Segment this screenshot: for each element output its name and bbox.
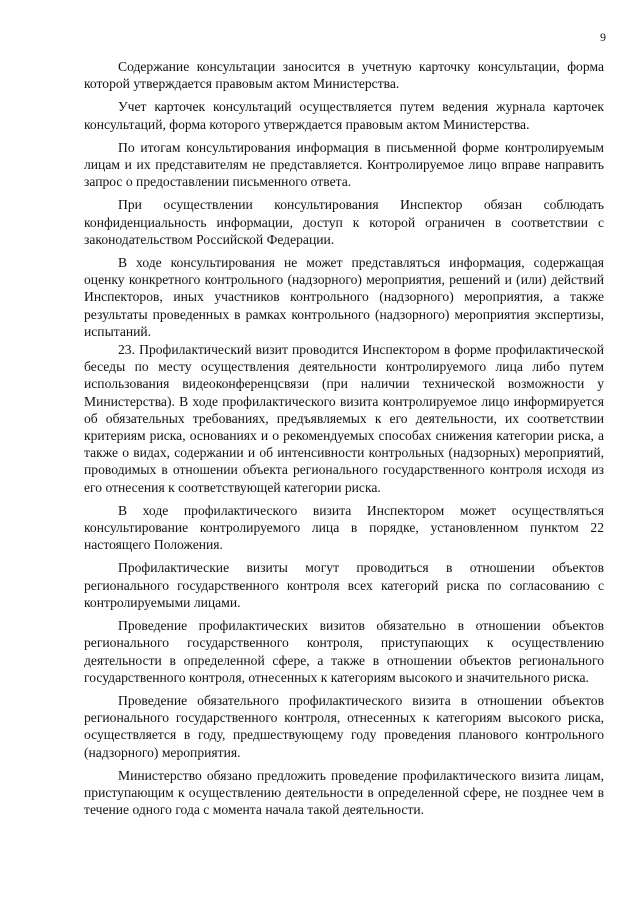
paragraph-written-response: По итогам консультирования информация в письменной форме контролируемым лицам и их представителям не представляется. Контролируемое лицо вправе направить запрос о предоставлении письменного ответа. [84, 139, 604, 190]
paragraph-high-risk-visit: Проведение обязательного профилактического визита в отношении объектов регионального государственного контроля, отнесенных к категориям высокого риска, осуществляется в году, предшествующему году проведения планового контрольного (надзорного) мероприятия. [84, 692, 604, 760]
paragraph-mandatory-visits: Проведение профилактических визитов обязательно в отношении объектов регионального государственного контроля, приступающих к осуществлению деятельности в определенной сфере, а также в отношении объектов регионального государственного контроля, отнесенных к категориям высокого и значительного риска. [84, 618, 604, 685]
paragraph-consultation-limits: В ходе консультирования не может представляться информация, содержащая оценку конкретного контрольного (надзорного) мероприятия, решений и (или) действий Инспекторов, иных участников контрольного (надзорного) мероприятия, а также результаты проведенных в рамках контрольного (надзорного) мероприятия экспертизы, испытаний. [84, 255, 604, 339]
paragraph-consultation-card: Содержание консультации заносится в учетную карточку консультации, форма которой утверждается правовым актом Министерства. [84, 59, 604, 92]
paragraph-visit-consultation: В ходе профилактического визита Инспектором может осуществляться консультирование контролируемого лица в порядке, установленном пунктом 22 настоящего Положения. [84, 502, 604, 553]
paragraph-preventive-visit: 23. Профилактический визит проводится Инспектором в форме профилактической беседы по месту осуществления деятельности контролируемого лица либо путем использования видеоконференцсвязи (при наличии технической возможности у Министерства). В ходе профилактического визита контролируемое лицо информируется об обязательных требованиях, предъявляемых к его деятельности, их соответствии критериям риска, основаниях и о рекомендуемых способах снижения категории риска, а также о видах, содержании и об интенсивности контрольных (надзорных) мероприятий, проводимых в отношении объекта регионального государственного контроля исходя из его отнесения к соответствующей категории риска. [84, 342, 604, 495]
paragraph-visit-agreement: Профилактические визиты могут проводиться в отношении объектов регионального государственного контроля всех категорий риска по согласованию с контролируемыми лицами. [84, 560, 604, 610]
paragraph-ministry-offer: Министерство обязано предложить проведение профилактического визита лицам, приступающим к осуществлению деятельности в определенной сфере, не позднее чем в течение одного года с момента начала такой деятельности. [84, 767, 604, 818]
page-number: 9 [600, 30, 606, 44]
paragraph-confidentiality: При осуществлении консультирования Инспектор обязан соблюдать конфиденциальность информации, доступ к которой ограничен в соответствии с законодательством Российской Федерации. [84, 197, 604, 247]
document-body [84, 58, 604, 824]
paragraph-card-journal: Учет карточек консультаций осуществляется путем ведения журнала карточек консультаций, форма которого утверждается правовым актом Министерства. [84, 99, 604, 132]
